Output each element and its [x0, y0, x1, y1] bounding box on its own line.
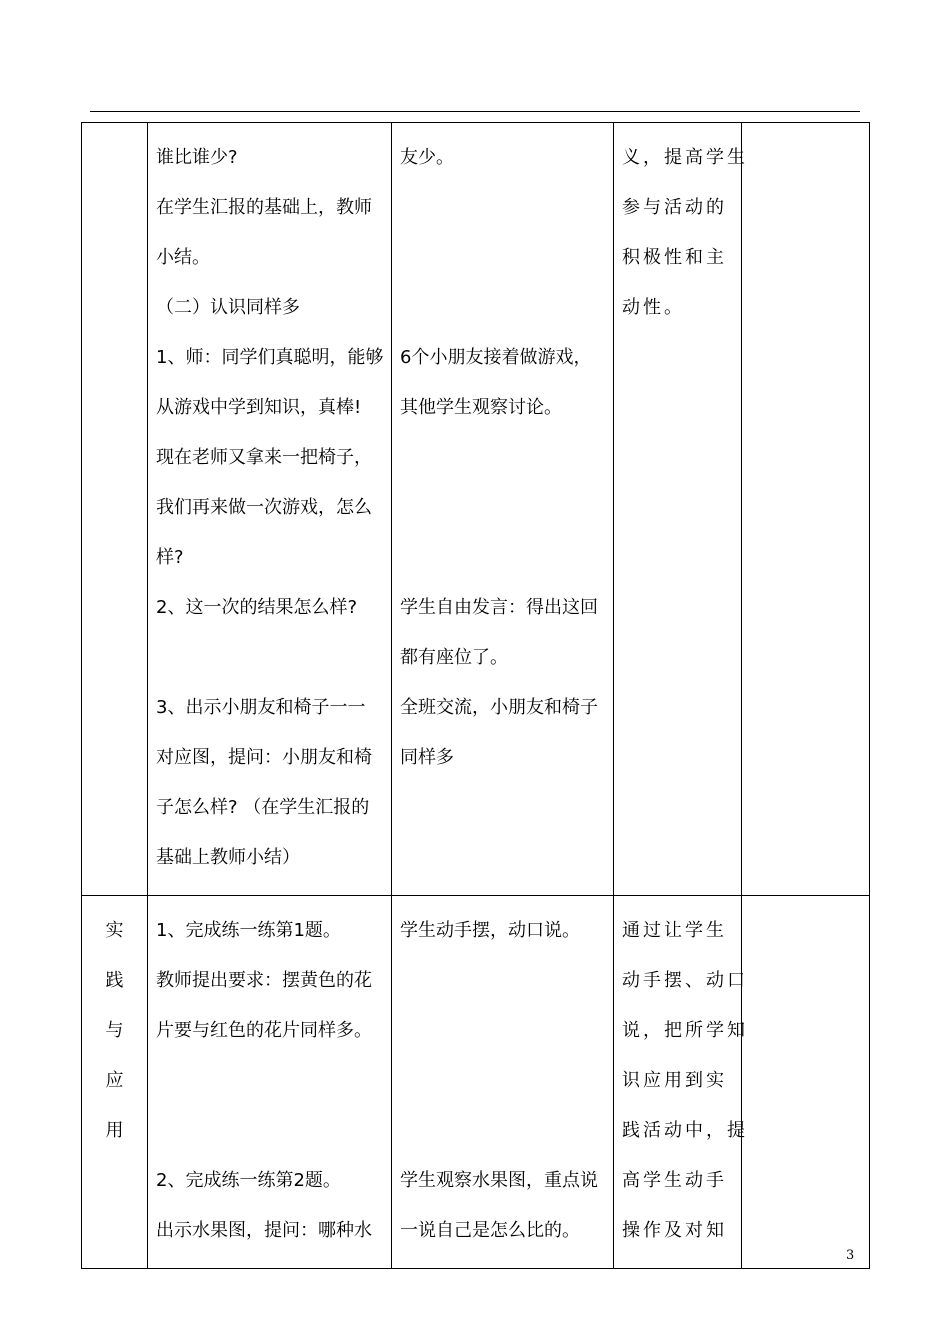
- text-line: 片要与红色的花片同样多。: [156, 1020, 372, 1041]
- text-line: 出示水果图，提问：哪种水: [156, 1220, 372, 1241]
- text-line: 在学生汇报的基础上，教师: [156, 197, 372, 218]
- text-line: 高学生动手: [622, 1170, 727, 1191]
- design-intent-cell: [614, 896, 748, 1269]
- text-line: 用: [105, 1120, 124, 1141]
- teacher-activity-cell: [148, 896, 392, 1269]
- text-line: 操作及对知: [622, 1220, 727, 1241]
- text-line: 参与活动的: [622, 197, 727, 218]
- notes-cell: [742, 896, 870, 1269]
- text-line: 现在老师又拿来一把椅子，: [156, 447, 372, 468]
- text-line: 教师提出要求：摆黄色的花: [156, 970, 372, 991]
- text-line: [156, 1106, 383, 1156]
- text-line: 6个小朋友接着做游戏，: [400, 347, 592, 368]
- text-line: 践活动中，提: [622, 1120, 748, 1141]
- text-line: 都有座位了。: [400, 647, 508, 668]
- lesson-plan-table: [81, 122, 870, 1269]
- text-line: [400, 483, 605, 533]
- student-activity-cell: [392, 123, 614, 896]
- text-line: 1、师：同学们真聪明，能够: [156, 347, 384, 368]
- text-line: [400, 283, 605, 333]
- design-intent-cell: [614, 123, 748, 896]
- text-line: 学生动手摆，动口说。: [400, 920, 580, 941]
- text-line: 一说自己是怎么比的。: [400, 1220, 580, 1241]
- text-line: 积极性和主: [622, 247, 727, 268]
- text-line: 应: [105, 1070, 124, 1091]
- text-line: 基础上教师小结）: [156, 847, 300, 868]
- stage-cell: [82, 896, 148, 1269]
- teacher-activity-cell: [148, 123, 392, 896]
- text-line: [400, 1056, 605, 1106]
- text-line: 小结。: [156, 247, 210, 268]
- text-line: 全班交流，小朋友和椅子: [400, 697, 598, 718]
- stage-cell: [82, 123, 148, 896]
- text-line: 我们再来做一次游戏，怎么: [156, 497, 372, 518]
- text-line: 动性。: [622, 297, 685, 318]
- text-line: [156, 633, 383, 683]
- text-line: 动手摆、动口: [622, 970, 748, 991]
- text-line: [400, 1006, 605, 1056]
- text-line: 实: [105, 920, 124, 941]
- text-line: 从游戏中学到知识，真棒!: [156, 397, 362, 418]
- notes-cell: [742, 123, 870, 896]
- page-number: 3: [846, 1248, 855, 1263]
- text-line: [400, 433, 605, 483]
- text-line: [400, 183, 605, 233]
- text-line: [156, 1056, 383, 1106]
- table-body: [82, 123, 870, 1269]
- text-line: 学生自由发言：得出这回: [400, 597, 598, 618]
- text-line: [400, 533, 605, 583]
- text-line: 2、完成练一练第2题。: [156, 1170, 341, 1191]
- text-line: 学生观察水果图，重点说: [400, 1170, 598, 1191]
- text-line: 1、完成练一练第1题。: [156, 920, 341, 941]
- text-line: 3、出示小朋友和椅子一一: [156, 697, 366, 718]
- text-line: [400, 233, 605, 283]
- table-row: [82, 123, 870, 896]
- text-line: 对应图，提问：小朋友和椅: [156, 747, 372, 768]
- text-line: 践: [105, 970, 124, 991]
- text-line: 说，把所学知: [622, 1020, 748, 1041]
- text-line: 子怎么样? （在学生汇报的: [156, 797, 370, 818]
- table-row: [82, 896, 870, 1269]
- text-line: [400, 956, 605, 1006]
- text-line: 与: [105, 1020, 124, 1041]
- text-line: 通过让学生: [622, 920, 727, 941]
- text-line: 2、这一次的结果怎么样?: [156, 597, 358, 618]
- text-line: 识应用到实: [622, 1070, 727, 1091]
- text-line: 谁比谁少?: [156, 147, 238, 168]
- text-line: （二）认识同样多: [156, 297, 300, 318]
- student-activity-cell: [392, 896, 614, 1269]
- text-line: 义，提高学生: [622, 147, 748, 168]
- text-line: 其他学生观察讨论。: [400, 397, 562, 418]
- text-line: 样?: [156, 547, 184, 568]
- text-line: [400, 1106, 605, 1156]
- text-line: 友少。: [400, 147, 454, 168]
- text-line: 同样多: [400, 747, 454, 768]
- header-rule: [90, 111, 860, 112]
